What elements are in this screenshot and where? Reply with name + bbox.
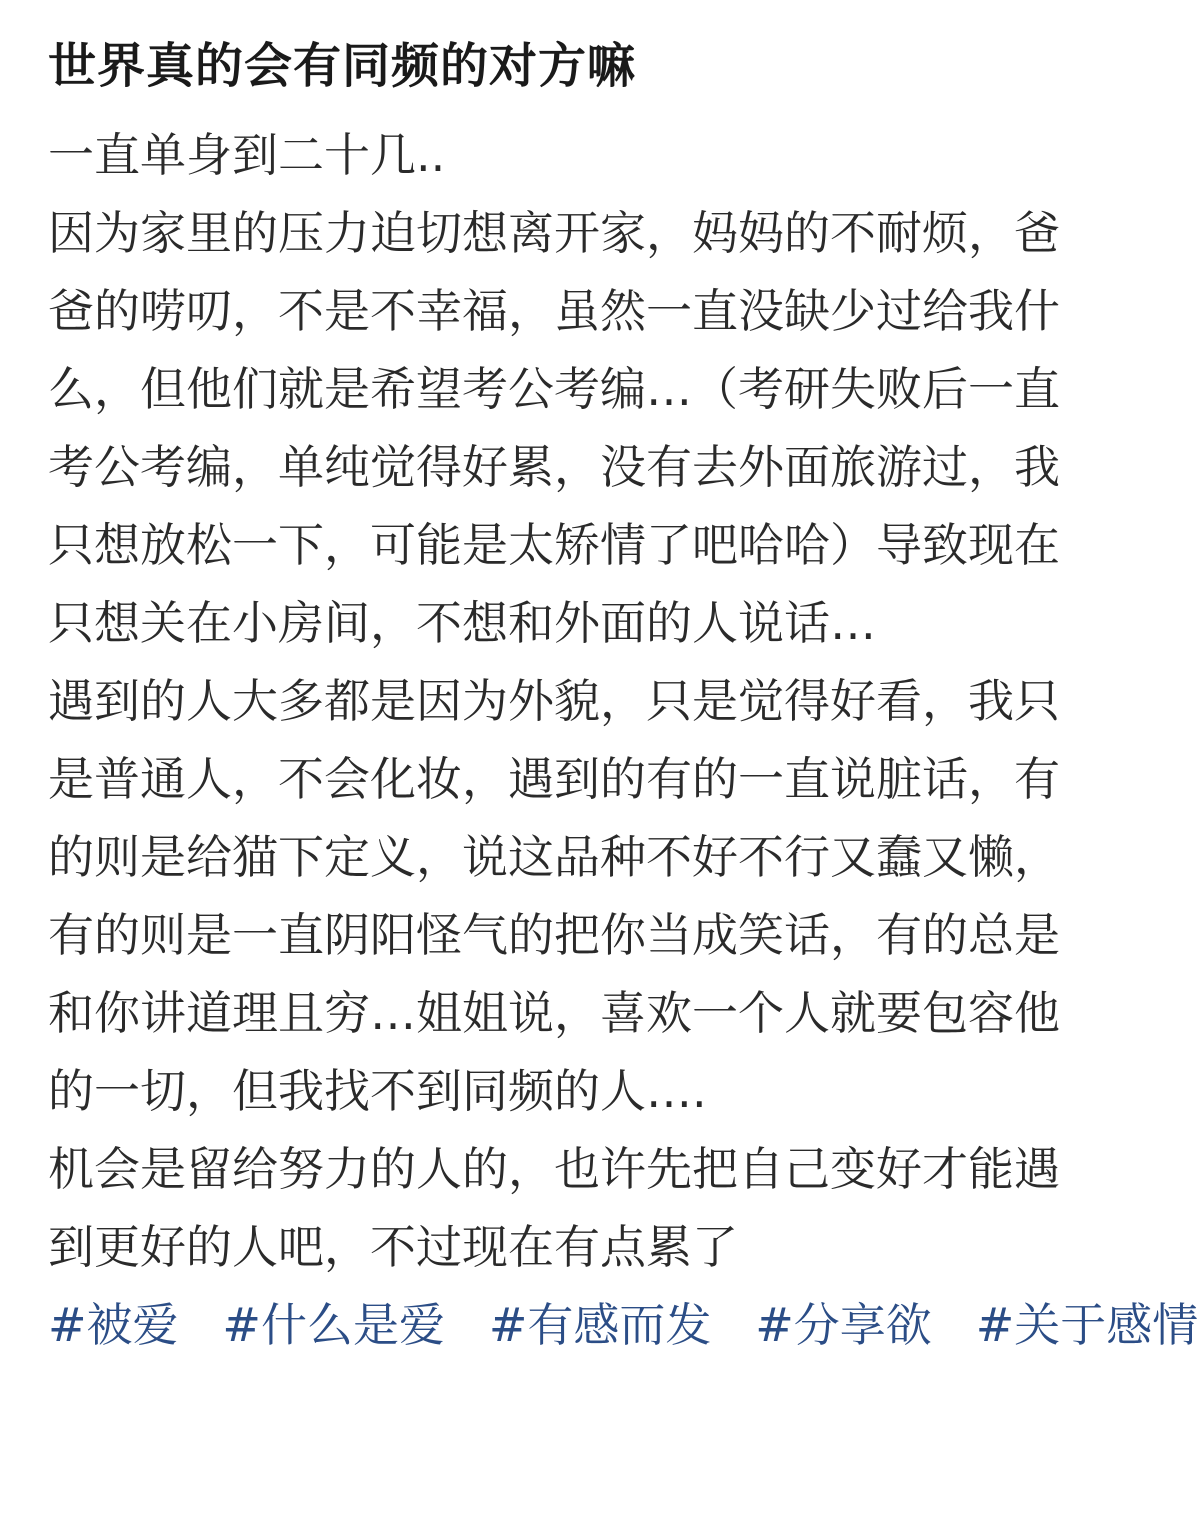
post-paragraph: 遇到的人大多都是因为外貌，只是觉得好看，我只是普通人，不会化妆，遇到的有的一直说脏话，有的则是给猫下定义，说这品种不好不行又蠢又懒，有的则是一直阴阳怪气的把你当成笑话，有的总是和你讲道理且穷…姐姐说，喜欢一个人就要包容他的一切，但我找不到同频的人….	[48, 674, 1060, 1118]
post-body	[48, 116, 1198, 1364]
post-paragraph-with-tags	[48, 1130, 1198, 1364]
hashtag-link[interactable]: #什么是爱	[222, 1298, 445, 1352]
hashtag-link[interactable]: #被爱	[48, 1298, 179, 1352]
post-paragraph: 一直单身到二十几..	[48, 128, 446, 182]
post-paragraph: 因为家里的压力迫切想离开家，妈妈的不耐烦，爸爸的唠叨，不是不幸福，虽然一直没缺少过给我什么，但他们就是希望考公考编…（考研失败后一直考公考编，单纯觉得好累，没有去外面旅游过，我只想放松一下，可能是太矫情了吧哈哈）导致现在只想关在小房间，不想和外面的人说话…	[48, 206, 1060, 650]
hashtag-link[interactable]: #分享欲	[755, 1298, 932, 1352]
post-title: 世界真的会有同频的对方嘛	[48, 38, 637, 94]
post-paragraph: 机会是留给努力的人的，也许先把自己变好才能遇到更好的人吧，不过现在有点累了	[48, 1142, 1060, 1274]
post	[48, 0, 1198, 1364]
hashtag-link[interactable]: #关于感情	[975, 1298, 1198, 1352]
hashtag-link[interactable]: #有感而发	[488, 1298, 712, 1352]
